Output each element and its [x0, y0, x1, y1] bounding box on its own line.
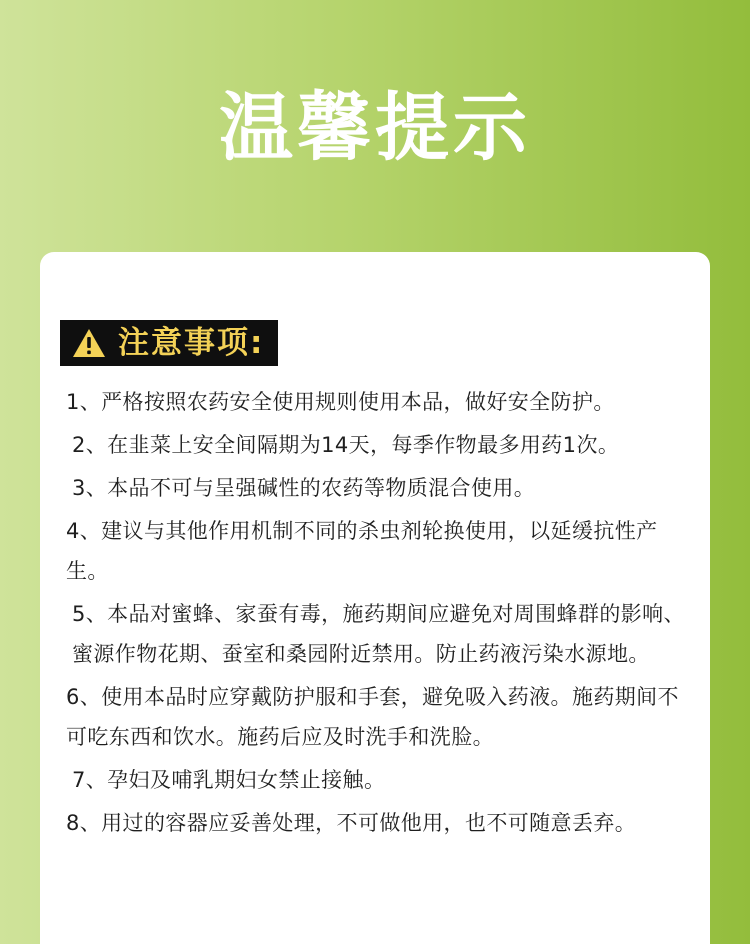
list-item: 2、在韭菜上安全间隔期为14天，每季作物最多用药1次。: [72, 433, 620, 457]
list-item: 5、本品对蜜蜂、家蚕有毒，施药期间应避免对周围蜂群的影响、蜜源作物花期、蚕室和桑园附近禁用。防止药液污染水源地。: [72, 602, 685, 666]
warning-icon: [72, 328, 106, 358]
notice-heading: 注意事项:: [118, 325, 265, 361]
notice-label: [60, 320, 278, 366]
list-item: 7、孕妇及哺乳期妇女禁止接触。: [72, 768, 386, 792]
notice-list: [66, 382, 696, 846]
page-title: 温馨提示: [219, 85, 531, 171]
list-item: 4、建议与其他作用机制不同的杀虫剂轮换使用，以延缓抗性产生。: [66, 519, 658, 583]
notice-card: [40, 252, 710, 944]
list-item: 6、使用本品时应穿戴防护服和手套，避免吸入药液。施药期间不可吃东西和饮水。施药后应及时洗手和洗脸。: [66, 685, 679, 749]
list-item: 1、严格按照农药安全使用规则使用本品，做好安全防护。: [66, 390, 615, 414]
list-item: 8、用过的容器应妥善处理，不可做他用，也不可随意丢弃。: [66, 811, 637, 835]
list-item: 3、本品不可与呈强碱性的农药等物质混合使用。: [72, 476, 536, 500]
